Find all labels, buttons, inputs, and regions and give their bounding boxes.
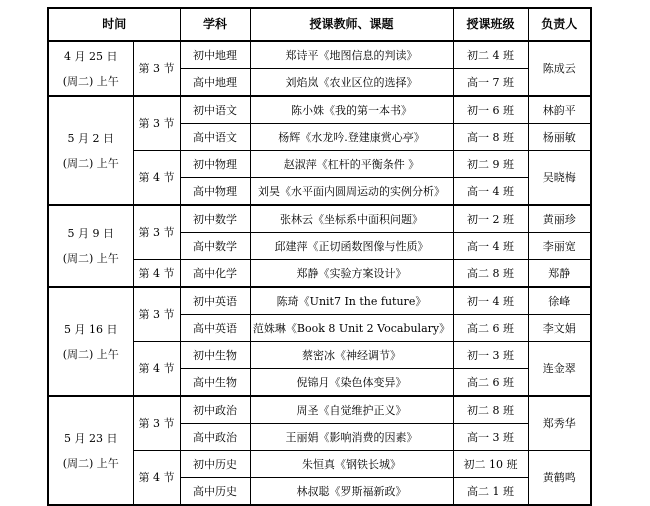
teacher-topic-cell: 郑诗平《地图信息的判读》: [250, 41, 453, 69]
class-cell: 高一 8 班: [453, 124, 528, 151]
schedule-table: [47, 7, 592, 506]
teacher-topic-cell: 朱恒真《钢铁长城》: [250, 451, 453, 478]
teacher-topic-cell: 陈琦《Unit7 In the future》: [250, 287, 453, 315]
period-cell: 第 3 节: [133, 396, 180, 451]
date-cell: [48, 41, 133, 96]
period-cell: 第 3 节: [133, 96, 180, 151]
date-text: 5 月 23 日: [64, 431, 118, 445]
class-cell: 高一 4 班: [453, 178, 528, 206]
table-row: [48, 41, 591, 69]
class-cell: 高一 7 班: [453, 69, 528, 97]
weekday-text: (周二) 上午: [62, 156, 119, 170]
teacher-topic-cell: 杨辉《水龙吟.登建康赏心亭》: [250, 124, 453, 151]
subject-cell: 高中地理: [180, 69, 250, 97]
period-cell: 第 4 节: [133, 260, 180, 288]
date-text: 5 月 9 日: [67, 227, 114, 240]
teacher-topic-cell: 林叔聪《罗斯福新政》: [250, 478, 453, 506]
header-subject: 学科: [180, 8, 250, 41]
class-cell: 初一 2 班: [453, 205, 528, 233]
class-cell: 初一 4 班: [453, 287, 528, 315]
date-text: 5 月 16 日: [64, 322, 118, 336]
class-cell: 高一 3 班: [453, 424, 528, 451]
subject-cell: 初中生物: [180, 342, 250, 369]
owner-cell: 吴晓梅: [528, 151, 591, 206]
teacher-topic-cell: 范姝琳《Book 8 Unit 2 Vocabulary》: [250, 315, 453, 342]
subject-cell: 高中政治: [180, 424, 250, 451]
table-row: [48, 396, 591, 424]
teacher-topic-cell: 刘昊《水平面内圆周运动的实例分析》: [250, 178, 453, 206]
teacher-topic-cell: 蔡密冰《神经调节》: [250, 342, 453, 369]
subject-cell: 初中英语: [180, 287, 250, 315]
subject-cell: 高中语文: [180, 124, 250, 151]
subject-cell: 初中物理: [180, 151, 250, 178]
owner-cell: 李丽宽: [528, 233, 591, 260]
class-cell: 初二 8 班: [453, 396, 528, 424]
period-cell: 第 4 节: [133, 342, 180, 397]
subject-cell: 高中英语: [180, 315, 250, 342]
class-cell: 初二 10 班: [453, 451, 528, 478]
owner-cell: 林韵平: [528, 96, 591, 124]
subject-cell: 初中地理: [180, 41, 250, 69]
owner-cell: 杨丽敏: [528, 124, 591, 151]
teacher-topic-cell: 倪锦月《染色体变异》: [250, 369, 453, 397]
table-row: [48, 287, 591, 315]
weekday-text: (周二) 上午: [62, 456, 119, 470]
class-cell: 高一 4 班: [453, 233, 528, 260]
class-cell: 初一 3 班: [453, 342, 528, 369]
class-cell: 高二 8 班: [453, 260, 528, 288]
weekday-text: (周二) 上午: [62, 347, 119, 361]
header-time: 时间: [48, 8, 180, 41]
teacher-topic-cell: 周圣《自觉维护正义》: [250, 396, 453, 424]
subject-cell: 高中历史: [180, 478, 250, 506]
header-row: [48, 8, 591, 41]
teacher-topic-cell: 王丽娟《影响消费的因素》: [250, 424, 453, 451]
owner-cell: 黄鹤鸣: [528, 451, 591, 506]
class-cell: 初二 9 班: [453, 151, 528, 178]
header-owner: 负责人: [528, 8, 591, 41]
class-cell: 高二 1 班: [453, 478, 528, 506]
subject-cell: 高中数学: [180, 233, 250, 260]
subject-cell: 初中历史: [180, 451, 250, 478]
owner-cell: 郑秀华: [528, 396, 591, 451]
subject-cell: 初中数学: [180, 205, 250, 233]
period-cell: 第 3 节: [133, 287, 180, 342]
owner-cell: 连金翠: [528, 342, 591, 397]
teacher-topic-cell: 赵淑萍《杠杆的平衡条件 》: [250, 151, 453, 178]
teacher-topic-cell: 刘焰岚《农业区位的选择》: [250, 69, 453, 97]
header-class: 授课班级: [453, 8, 528, 41]
teacher-topic-cell: 郑静《实验方案设计》: [250, 260, 453, 288]
subject-cell: 高中物理: [180, 178, 250, 206]
table-row: [48, 96, 591, 124]
owner-cell: 郑静: [528, 260, 591, 288]
period-cell: 第 3 节: [133, 205, 180, 260]
date-text: 4 月 25 日: [64, 49, 118, 63]
date-cell: [48, 205, 133, 287]
subject-cell: 初中语文: [180, 96, 250, 124]
owner-cell: 李文娟: [528, 315, 591, 342]
subject-cell: 高中生物: [180, 369, 250, 397]
date-text: 5 月 2 日: [67, 131, 114, 145]
weekday-text: (周二) 上午: [62, 74, 119, 88]
period-cell: 第 3 节: [133, 41, 180, 96]
owner-cell: 黄丽珍: [528, 205, 591, 233]
owner-cell: 徐峰: [528, 287, 591, 315]
class-cell: 初一 6 班: [453, 96, 528, 124]
period-cell: 第 4 节: [133, 451, 180, 506]
subject-cell: 初中政治: [180, 396, 250, 424]
teacher-topic-cell: 邱建萍《正切函数图像与性质》: [250, 233, 453, 260]
weekday-text: (周二) 上午: [62, 252, 119, 265]
date-cell: [48, 396, 133, 505]
teacher-topic-cell: 张林云《坐标系中面积问题》: [250, 205, 453, 233]
date-cell: [48, 96, 133, 205]
teacher-topic-cell: 陈小姝《我的第一本书》: [250, 96, 453, 124]
table-row: [48, 205, 591, 233]
class-cell: 高二 6 班: [453, 315, 528, 342]
owner-cell: 陈成云: [528, 41, 591, 96]
schedule-body: [48, 41, 591, 505]
date-cell: [48, 287, 133, 396]
schedule-table-wrapper: [47, 7, 592, 506]
class-cell: 高二 6 班: [453, 369, 528, 397]
period-cell: 第 4 节: [133, 151, 180, 206]
class-cell: 初二 4 班: [453, 41, 528, 69]
subject-cell: 高中化学: [180, 260, 250, 288]
header-teacher-topic: 授课教师、课题: [250, 8, 453, 41]
